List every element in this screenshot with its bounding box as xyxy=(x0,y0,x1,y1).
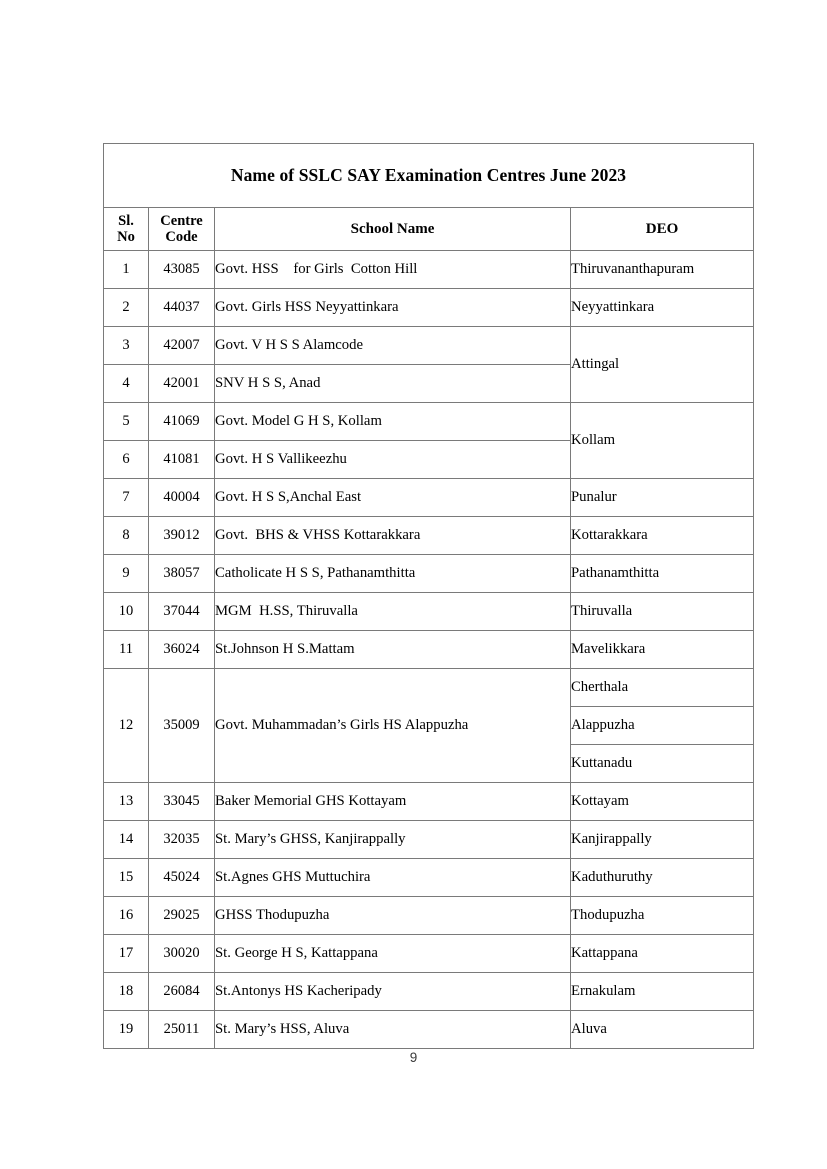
table-row xyxy=(104,783,754,821)
cell-deo: Thiruvananthapuram xyxy=(571,251,754,289)
cell-sl-no: 5 xyxy=(104,403,149,441)
deo-sub-table xyxy=(571,669,753,782)
cell-deo: Thodupuzha xyxy=(571,897,754,935)
cell-school-name: SNV H S S, Anad xyxy=(215,365,571,403)
cell-sl-no: 10 xyxy=(104,593,149,631)
cell-deo: Kottarakkara xyxy=(571,517,754,555)
cell-school-name: St.Johnson H S.Mattam xyxy=(215,631,571,669)
cell-deo: Cherthala xyxy=(571,669,753,707)
cell-sl-no: 12 xyxy=(104,669,149,783)
examination-centres-table-wrapper xyxy=(103,143,753,1049)
cell-centre-code: 42001 xyxy=(149,365,215,403)
table-header-row xyxy=(104,208,754,251)
column-header-line-2: No xyxy=(117,229,135,245)
table-row xyxy=(104,555,754,593)
cell-deo: Attingal xyxy=(571,327,754,403)
cell-sl-no: 2 xyxy=(104,289,149,327)
cell-school-name: MGM H.SS, Thiruvalla xyxy=(215,593,571,631)
cell-centre-code: 25011 xyxy=(149,1011,215,1049)
table-row xyxy=(104,973,754,1011)
cell-school-name: St.Agnes GHS Muttuchira xyxy=(215,859,571,897)
column-header-line-1: Sl. xyxy=(118,212,134,229)
cell-deo: Kanjirappally xyxy=(571,821,754,859)
column-header-school-name xyxy=(215,208,571,251)
cell-sl-no: 7 xyxy=(104,479,149,517)
cell-deo: Punalur xyxy=(571,479,754,517)
table-row xyxy=(104,859,754,897)
cell-deo: Ernakulam xyxy=(571,973,754,1011)
cell-deo-group xyxy=(571,669,754,783)
table-row xyxy=(104,935,754,973)
cell-school-name: Govt. BHS & VHSS Kottarakkara xyxy=(215,517,571,555)
table-row xyxy=(104,631,754,669)
cell-centre-code: 36024 xyxy=(149,631,215,669)
column-header-line-1: School Name xyxy=(350,220,435,237)
cell-sl-no: 19 xyxy=(104,1011,149,1049)
cell-sl-no: 15 xyxy=(104,859,149,897)
cell-centre-code: 42007 xyxy=(149,327,215,365)
column-header-centre-code xyxy=(149,208,215,251)
cell-deo: Kollam xyxy=(571,403,754,479)
cell-deo: Aluva xyxy=(571,1011,754,1049)
cell-school-name: St.Antonys HS Kacheripady xyxy=(215,973,571,1011)
cell-sl-no: 18 xyxy=(104,973,149,1011)
cell-school-name: Catholicate H S S, Pathanamthitta xyxy=(215,555,571,593)
cell-centre-code: 29025 xyxy=(149,897,215,935)
cell-deo: Mavelikkara xyxy=(571,631,754,669)
cell-school-name: St. George H S, Kattappana xyxy=(215,935,571,973)
table-row xyxy=(104,821,754,859)
deo-sub-row xyxy=(571,745,753,783)
page-title: Name of SSLC SAY Examination Centres June 2023 xyxy=(104,144,754,208)
deo-sub-row xyxy=(571,669,753,707)
table-row xyxy=(104,669,754,783)
cell-sl-no: 13 xyxy=(104,783,149,821)
cell-sl-no: 8 xyxy=(104,517,149,555)
cell-school-name: Govt. Model G H S, Kollam xyxy=(215,403,571,441)
page-number: 9 xyxy=(409,1050,418,1065)
table-row xyxy=(104,1011,754,1049)
table-row xyxy=(104,403,754,441)
cell-centre-code: 35009 xyxy=(149,669,215,783)
table-row xyxy=(104,479,754,517)
cell-deo: Kuttanadu xyxy=(571,745,753,783)
column-header-line-1: DEO xyxy=(645,220,679,237)
cell-school-name: Govt. HSS for Girls Cotton Hill xyxy=(215,251,571,289)
table-row xyxy=(104,289,754,327)
cell-centre-code: 43085 xyxy=(149,251,215,289)
cell-school-name: Govt. V H S S Alamcode xyxy=(215,327,571,365)
cell-sl-no: 3 xyxy=(104,327,149,365)
cell-deo: Neyyattinkara xyxy=(571,289,754,327)
cell-deo: Kattappana xyxy=(571,935,754,973)
column-header-line-2: Code xyxy=(165,229,198,245)
cell-sl-no: 17 xyxy=(104,935,149,973)
cell-school-name: GHSS Thodupuzha xyxy=(215,897,571,935)
cell-centre-code: 30020 xyxy=(149,935,215,973)
cell-school-name: Govt. Girls HSS Neyyattinkara xyxy=(215,289,571,327)
table-row xyxy=(104,327,754,365)
column-header-sl-no xyxy=(104,208,149,251)
cell-deo: Kaduthuruthy xyxy=(571,859,754,897)
cell-centre-code: 40004 xyxy=(149,479,215,517)
examination-centres-table xyxy=(103,143,754,1049)
deo-sub-row xyxy=(571,707,753,745)
cell-centre-code: 41081 xyxy=(149,441,215,479)
cell-school-name: St. Mary’s GHSS, Kanjirappally xyxy=(215,821,571,859)
table-row xyxy=(104,593,754,631)
cell-centre-code: 38057 xyxy=(149,555,215,593)
table-row xyxy=(104,897,754,935)
table-row xyxy=(104,251,754,289)
cell-centre-code: 33045 xyxy=(149,783,215,821)
cell-school-name: St. Mary’s HSS, Aluva xyxy=(215,1011,571,1049)
cell-deo: Alappuzha xyxy=(571,707,753,745)
cell-sl-no: 11 xyxy=(104,631,149,669)
cell-deo: Thiruvalla xyxy=(571,593,754,631)
cell-centre-code: 45024 xyxy=(149,859,215,897)
cell-deo: Kottayam xyxy=(571,783,754,821)
column-header-line-1: Centre xyxy=(160,212,203,229)
cell-sl-no: 16 xyxy=(104,897,149,935)
cell-school-name: Govt. H S Vallikeezhu xyxy=(215,441,571,479)
cell-deo: Pathanamthitta xyxy=(571,555,754,593)
cell-centre-code: 32035 xyxy=(149,821,215,859)
table-title-row xyxy=(104,144,754,208)
cell-centre-code: 39012 xyxy=(149,517,215,555)
table-row xyxy=(104,517,754,555)
cell-school-name: Govt. H S S,Anchal East xyxy=(215,479,571,517)
cell-sl-no: 14 xyxy=(104,821,149,859)
cell-sl-no: 6 xyxy=(104,441,149,479)
cell-sl-no: 9 xyxy=(104,555,149,593)
column-header-deo xyxy=(571,208,754,251)
cell-school-name: Baker Memorial GHS Kottayam xyxy=(215,783,571,821)
cell-sl-no: 1 xyxy=(104,251,149,289)
cell-centre-code: 37044 xyxy=(149,593,215,631)
cell-centre-code: 41069 xyxy=(149,403,215,441)
cell-centre-code: 26084 xyxy=(149,973,215,1011)
cell-centre-code: 44037 xyxy=(149,289,215,327)
cell-sl-no: 4 xyxy=(104,365,149,403)
cell-school-name: Govt. Muhammadan’s Girls HS Alappuzha xyxy=(215,669,571,783)
